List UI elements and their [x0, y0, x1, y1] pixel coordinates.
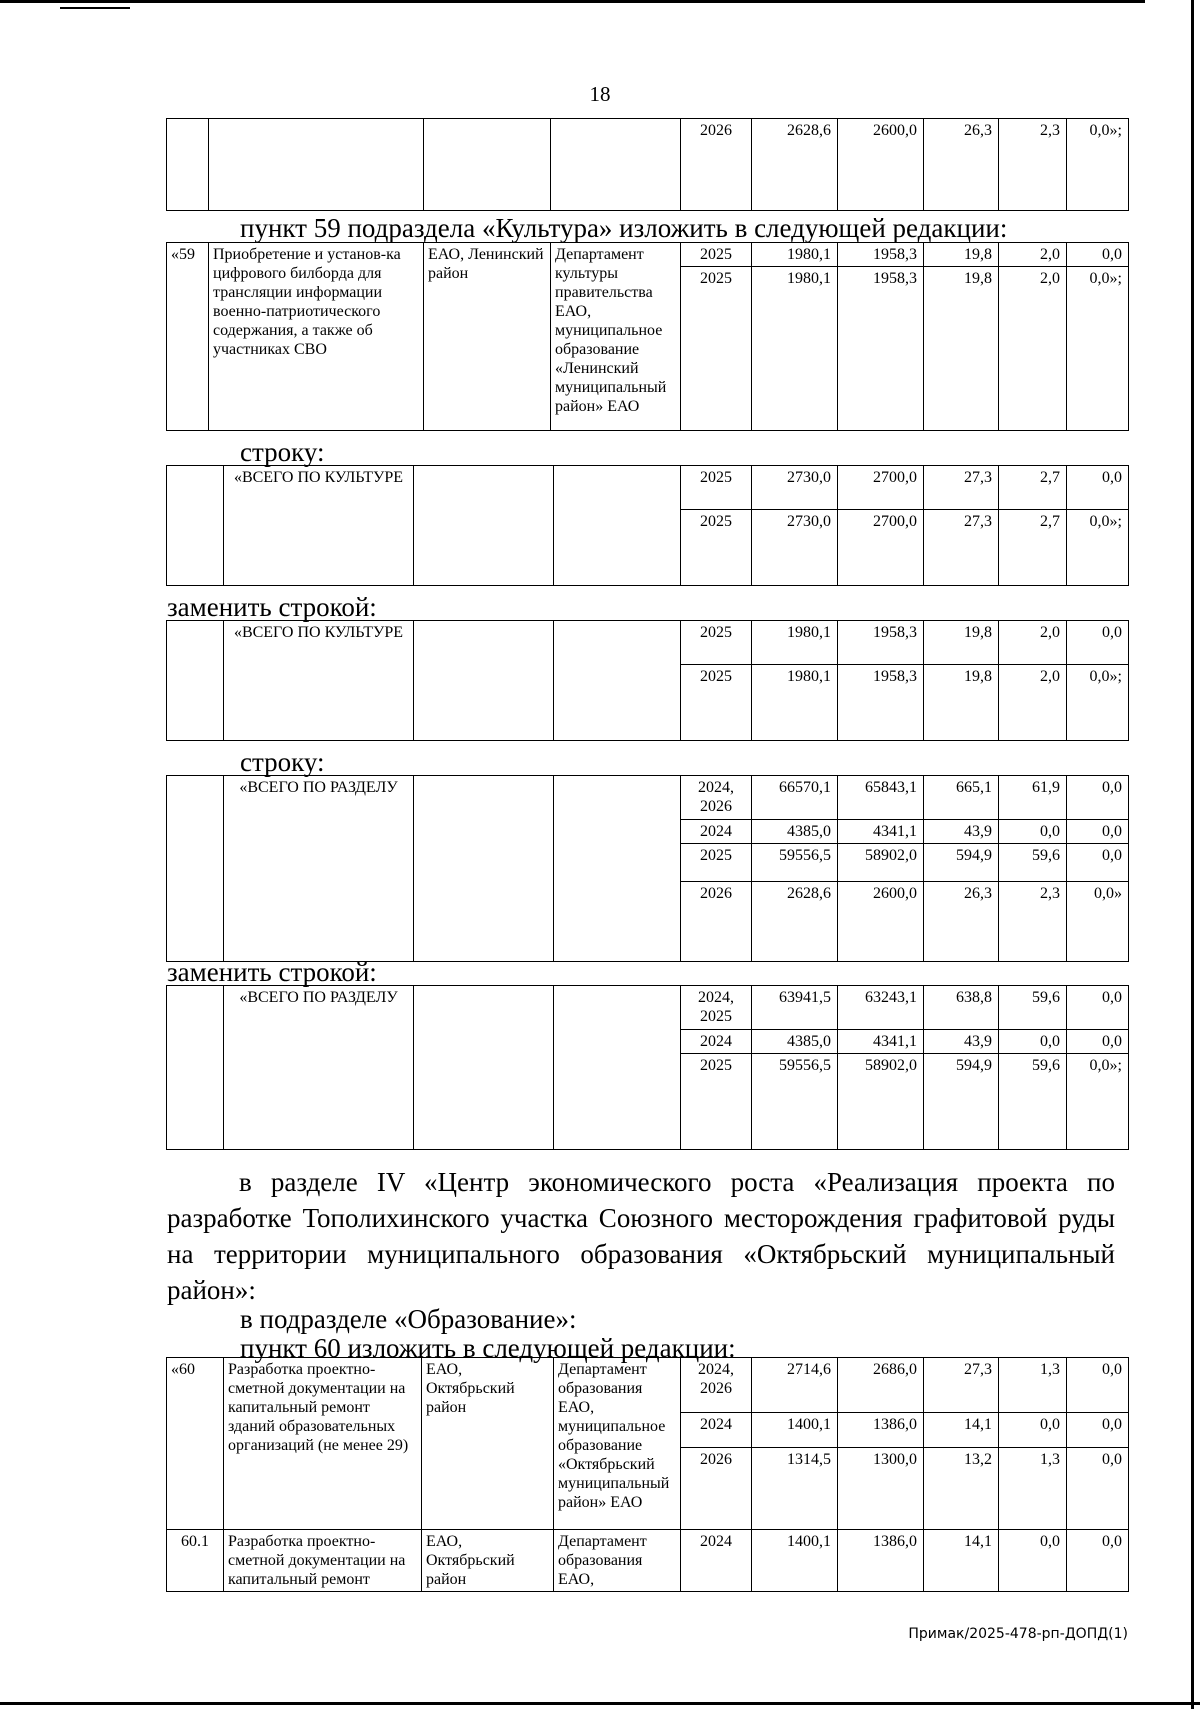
table-row: 2024 4385,0 4341,1 43,9 0,0 0,0 — [167, 820, 1129, 844]
table-row: 2025 2730,0 2700,0 27,3 2,7 0,0»; — [167, 510, 1129, 586]
scan-border-right — [1191, 0, 1194, 1709]
table-row: 2025 59556,5 58902,0 594,9 59,6 0,0»; — [167, 1054, 1129, 1150]
table-row: 2025 1980,1 1958,3 19,8 2,0 0,0»; — [167, 665, 1129, 741]
label-replace-1: заменить строкой: — [167, 592, 377, 622]
item59-table — [166, 242, 1129, 431]
continuation-table — [166, 118, 1129, 211]
table-row: «60 Разработка проектно-сметной документации на капитальный ремонт зданий образовательных организаций (не менее 29) ЕАО, Октябрьский район Департамент образования ЕАО, муниципальное образование «Октябрьский муниципальный район» ЕАО 2024, 2026 2714,6 2686,0 27,3 1,3 0,0 — [167, 1358, 1129, 1413]
item60-table — [166, 1357, 1129, 1592]
total-section-new-table — [166, 985, 1129, 1150]
total-culture-old-table — [166, 465, 1129, 586]
table-row: «ВСЕГО ПО РАЗДЕЛУ 2024, 2026 66570,1 65843,1 665,1 61,9 0,0 — [167, 776, 1129, 820]
label-row-2: строку: — [240, 747, 325, 777]
total-section-old-table — [166, 775, 1129, 962]
table-row: «ВСЕГО ПО КУЛЬТУРЕ 2025 1980,1 1958,3 19,8 2,0 0,0 — [167, 621, 1129, 665]
label-replace-2: заменить строкой: — [167, 957, 377, 987]
table-row: 2025 59556,5 58902,0 594,9 59,6 0,0 — [167, 844, 1129, 882]
footer-code: Примак/2025-478-рп-ДОПД(1) — [908, 1626, 1128, 1642]
section-paragraph: в разделе IV «Центр экономического роста «Реализация проекта по разработке Тополихинского участка Союзного месторождения графитовой руды на территории муниципального образования «Октябрьский муниципальный район»: — [167, 1167, 1115, 1305]
table-row: «59 Приобретение и установ-ка цифрового билборда для трансляции информации военно-патриотического содержания, а также об участниках СВО ЕАО, Ленинский район Департамент культуры правительства ЕАО, муниципальное образование «Ленинский муниципальный район» ЕАО 2025 1980,1 1958,3 19,8 2,0 0,0 — [167, 243, 1129, 267]
total-culture-new-table — [166, 620, 1129, 741]
scan-mark — [60, 7, 130, 9]
table-row: 2024 1400,1 1386,0 14,1 0,0 0,0 — [167, 1413, 1129, 1448]
caption-culture: пункт 59 подраздела «Культура» изложить в следующей редакции: — [240, 213, 1008, 243]
table-row: 2026 1314,5 1300,0 13,2 1,3 0,0 — [167, 1448, 1129, 1530]
table-row: «ВСЕГО ПО РАЗДЕЛУ 2024, 2025 63941,5 63243,1 638,8 59,6 0,0 — [167, 986, 1129, 1030]
table-row: 2024 4385,0 4341,1 43,9 0,0 0,0 — [167, 1030, 1129, 1054]
table-row: 2025 1980,1 1958,3 19,8 2,0 0,0»; — [167, 267, 1129, 431]
scan-border-bottom — [0, 1702, 1200, 1705]
scan-border-top — [0, 0, 1145, 3]
table-row: 2026 2628,6 2600,0 26,3 2,3 0,0» — [167, 882, 1129, 962]
label-row-1: строку: — [240, 437, 325, 467]
caption-item60: пункт 60 изложить в следующей редакции: — [240, 1333, 736, 1363]
table-row: «ВСЕГО ПО КУЛЬТУРЕ 2025 2730,0 2700,0 27,3 2,7 0,0 — [167, 466, 1129, 510]
page-number: 18 — [589, 82, 611, 106]
subsection-line: в подразделе «Образование»: — [240, 1304, 577, 1334]
table-row: 2026 2628,6 2600,0 26,3 2,3 0,0»; — [167, 119, 1129, 211]
table-row: 60.1 Разработка проектно-сметной документации на капитальный ремонт ЕАО, Октябрьский район Департамент образования ЕАО, 2024 1400,1 1386,0 14,1 0,0 0,0 — [167, 1530, 1129, 1592]
